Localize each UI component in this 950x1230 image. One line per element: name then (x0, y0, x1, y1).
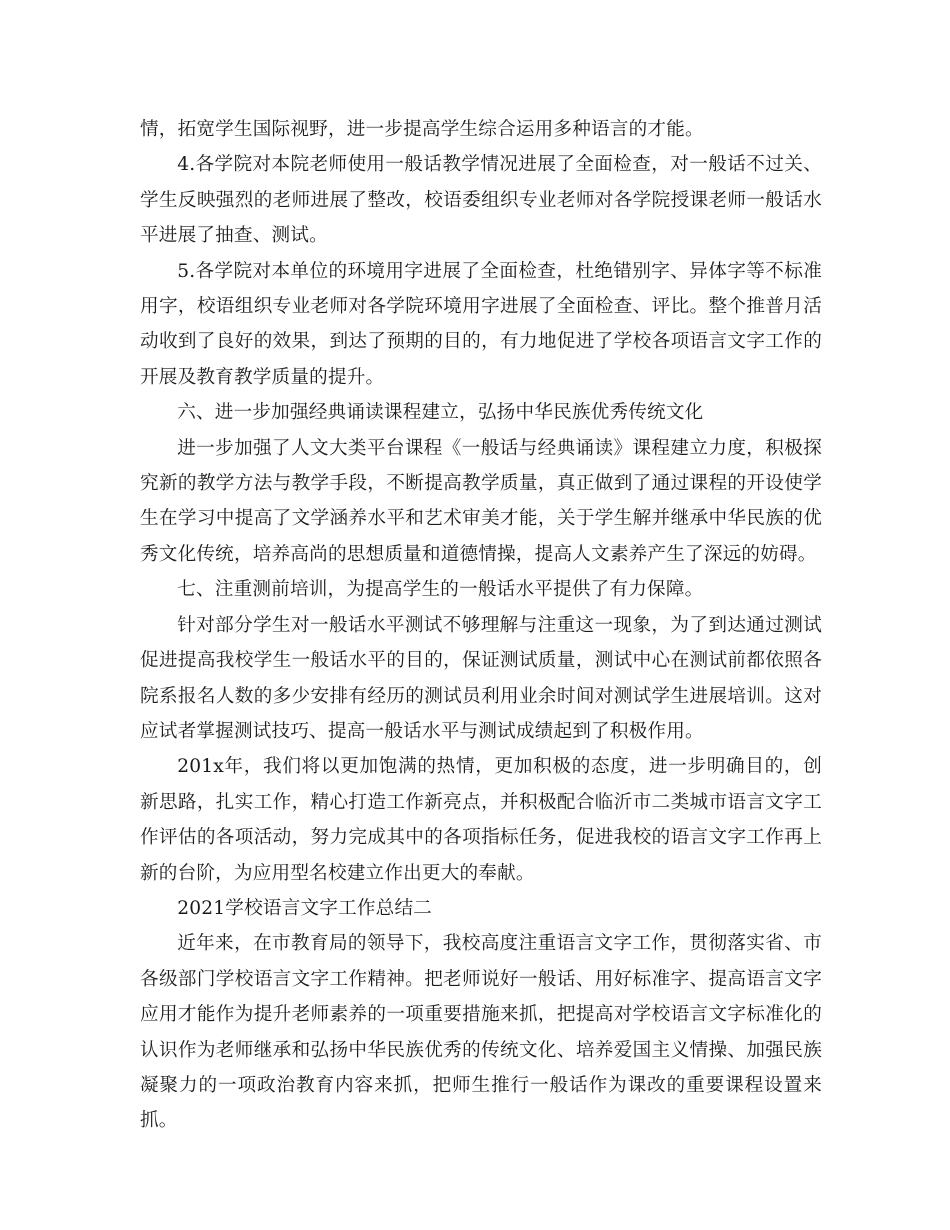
paragraph-item-5: 5.各学院对本单位的环境用字进展了全面检查，杜绝错别字、异体字等不标准用字，校语组织专业老师对各学院环境用字进展了全面检查、评比。整个推普月活动收到了良好的效果，到达了预期的目的，有力地促进了学校各项语言文字工作的开展及教育教学质量的提升。 (140, 260, 822, 388)
paragraph-intro-2: 近年来，在市教育局的领导下，我校高度注重语言文字工作，贯彻落实省、市各级部门学校语言文字工作精神。把老师说好一般话、用好标准字、提高语言文字应用才能作为提升老师素养的一项重要措施来抓，把提高对学校语言文字标准化的认识作为老师继承和弘扬中华民族优秀的传统文化、培养爱国主义情操、加强民族凝聚力的一项政治教育内容来抓，把师生推行一般话作为课改的重要课程设置来抓。 (140, 933, 822, 1132)
paragraph-section-6: 进一步加强了人文大类平台课程《一般话与经典诵读》课程建立力度，积极探究新的教学方法与教学手段，不断提高教学质量，真正做到了通过课程的开设使学生在学习中提高了文学涵养水平和艺术审美才能，关于学生解并继承中华民族的优秀文化传统，培养高尚的思想质量和道德情操，提高人文素养产生了深远的妨碍。 (140, 437, 822, 565)
document-body (140, 112, 822, 1139)
paragraph-outlook: 201x年，我们将以更加饱满的热情，更加积极的态度，进一步明确目的，创新思路，扎实工作，精心打造工作新亮点，并积极配合临沂市二类城市语言文字工作评估的各项活动，努力完成其中的各项指标任务，促进我校的语言文字工作再上新的台阶，为应用型名校建立作出更大的奉献。 (140, 756, 822, 884)
paragraph-continuation: 情，拓宽学生国际视野，进一步提高学生综合运用多种语言的才能。 (140, 119, 704, 140)
paragraph-section-7: 针对部分学生对一般话水平测试不够理解与注重这一现象，为了到达通过测试促进提高我校学生一般话水平的目的，保证测试质量，测试中心在测试前都依照各院系报名人数的多少安排有经历的测试员利用业余时间对测试学生进展培训。这对应试者掌握测试技巧、提高一般话水平与测试成绩起到了积极作用。 (140, 614, 822, 742)
document-subtitle: 2021学校语言文字工作总结二 (177, 897, 433, 919)
section-heading-6: 六、进一步加强经典诵读课程建立，弘扬中华民族优秀传统文化 (177, 402, 704, 424)
section-heading-7: 七、注重测前培训，为提高学生的一般话水平提供了有力保障。 (177, 579, 704, 601)
paragraph-item-4: 4.各学院对本院老师使用一般话教学情况进展了全面检查，对一般话不过关、学生反映强烈的老师进展了整改，校语委组织专业老师对各学院授课老师一般话水平进展了抽查、测试。 (140, 154, 822, 247)
